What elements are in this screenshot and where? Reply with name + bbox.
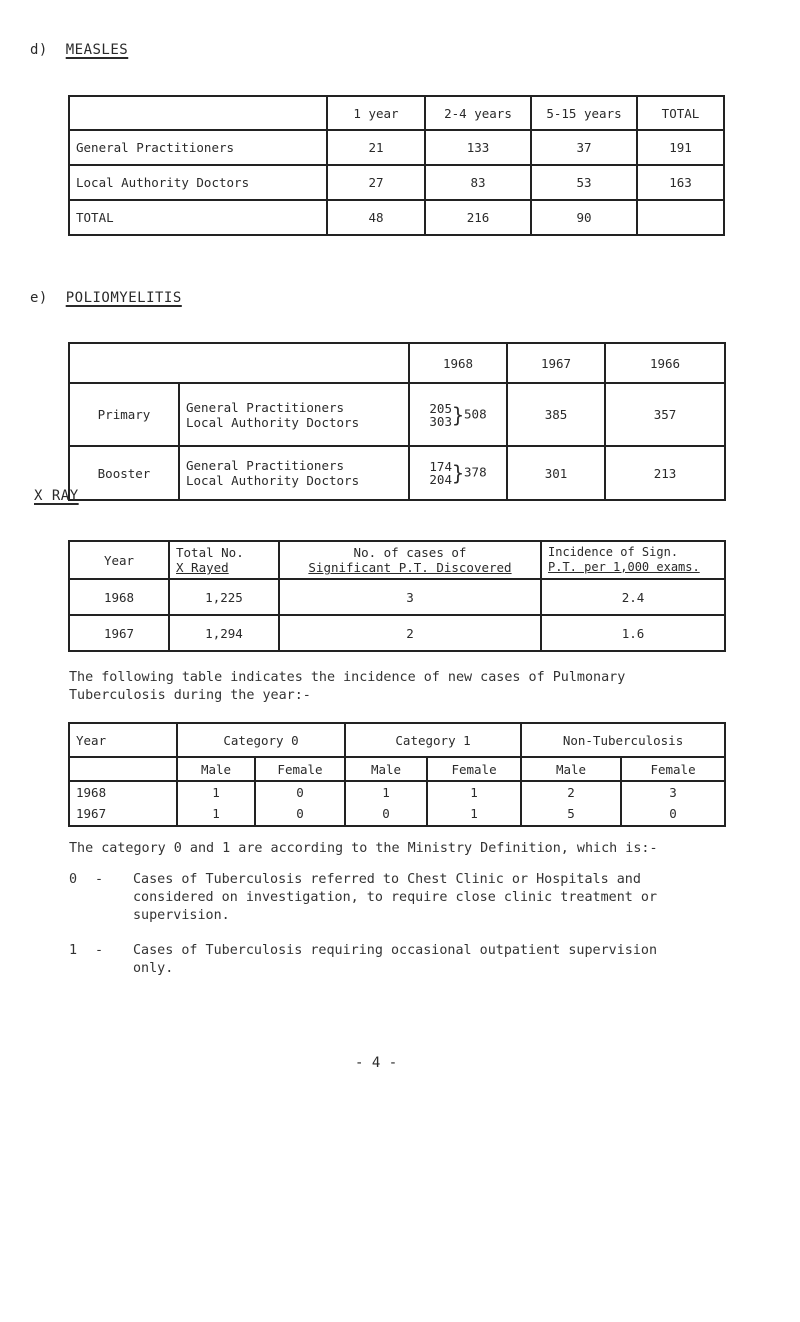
brace-value: 303 <box>429 413 452 429</box>
definition-1-line1: Cases of Tuberculosis requiring occasional outpatient supervision <box>133 943 658 958</box>
measles-table <box>68 95 725 236</box>
tb-col-non-tb: Non-Tuberculosis <box>521 723 725 757</box>
xray-col-cases-line1: No. of cases of <box>353 545 467 560</box>
table-row <box>69 130 724 165</box>
row-label: Primary <box>69 383 179 446</box>
measles-heading-prefix: d) <box>30 42 48 58</box>
row-label: Booster <box>69 446 179 500</box>
xray-col-inc-line1: Incidence of Sign. <box>548 545 679 559</box>
definition-0-dash: - <box>95 872 104 887</box>
tb-sub-male: Male <box>177 757 255 781</box>
cell: 48 <box>327 200 425 235</box>
brace-total: 378 <box>464 464 487 480</box>
xray-col-total-line1: Total No. <box>176 545 244 560</box>
brace-cell <box>409 383 507 446</box>
xray-heading <box>34 488 79 504</box>
xray-header-row <box>69 541 725 579</box>
definition-1-line2: only. <box>133 961 174 976</box>
cell <box>637 200 724 235</box>
cell: 1967 <box>69 802 177 826</box>
cell: 1,294 <box>169 615 279 651</box>
cell: 0 <box>255 802 345 826</box>
brace-value: 205 <box>429 400 452 416</box>
definition-0-line1: Cases of Tuberculosis referred to Chest Clinic or Hospitals and <box>133 872 641 887</box>
cell: 0 <box>255 781 345 802</box>
measles-col-5-15: 5-15 years <box>531 96 637 130</box>
polio-col-1968: 1968 <box>409 343 507 383</box>
cell: 5 <box>521 802 621 826</box>
measles-col-1yr: 1 year <box>327 96 425 130</box>
cell: 1 <box>177 781 255 802</box>
tb-table <box>68 722 726 827</box>
xray-col-cases-line2: Significant P.T. Discovered <box>308 560 512 575</box>
xray-col-inc-line2: P.T. per 1,000 exams. <box>548 560 700 574</box>
measles-col-total: TOTAL <box>637 96 724 130</box>
row-label: Local Authority Doctors <box>69 165 327 200</box>
cell: 1 <box>177 802 255 826</box>
brace-value: 204 <box>429 472 452 487</box>
table-row <box>69 200 724 235</box>
provider-la: Local Authority Doctors <box>186 414 360 430</box>
tb-sub-male: Male <box>521 757 621 781</box>
cell: 1968 <box>69 579 169 615</box>
cell: 37 <box>531 130 637 165</box>
table-row <box>69 781 725 802</box>
tb-sub-female: Female <box>255 757 345 781</box>
provider-cell <box>179 446 409 500</box>
xray-col-incidence <box>541 541 725 579</box>
table-row <box>69 615 725 651</box>
cell: 1 <box>427 802 521 826</box>
polio-heading-text: POLIOMYELITIS <box>65 290 182 306</box>
provider-gp: General Practitioners <box>186 458 345 473</box>
provider-cell <box>179 383 409 446</box>
table-row <box>69 165 724 200</box>
brace-icon: } <box>451 402 465 427</box>
provider-la: Local Authority Doctors <box>186 473 360 488</box>
cell: 0 <box>345 802 427 826</box>
definition-1-dash: - <box>95 943 104 958</box>
definition-0-line2: considered on investigation, to require close clinic treatment or <box>133 890 658 905</box>
measles-heading-text: MEASLES <box>65 42 129 58</box>
cell: 163 <box>637 165 724 200</box>
provider-gp: General Practitioners <box>186 399 345 415</box>
tb-col-category-1: Category 1 <box>345 723 521 757</box>
polio-col-1966: 1966 <box>605 343 725 383</box>
xray-col-cases <box>279 541 541 579</box>
table-row <box>69 579 725 615</box>
cell: 1967 <box>69 615 169 651</box>
row-label: TOTAL <box>69 200 327 235</box>
tb-group-row <box>69 723 725 757</box>
polio-heading-prefix: e) <box>30 290 48 306</box>
cell: 27 <box>327 165 425 200</box>
cell: 213 <box>605 446 725 500</box>
tb-intro <box>69 669 625 705</box>
row-label: General Practitioners <box>69 130 327 165</box>
cell: 301 <box>507 446 605 500</box>
brace-total: 508 <box>464 406 487 421</box>
cell: 1.6 <box>541 615 725 651</box>
polio-header-row <box>69 343 725 383</box>
xray-col-total <box>169 541 279 579</box>
tb-sub-male: Male <box>345 757 427 781</box>
polio-col-1967: 1967 <box>507 343 605 383</box>
cell: 53 <box>531 165 637 200</box>
cell: 1 <box>427 781 521 802</box>
tb-col-year: Year <box>69 723 177 757</box>
cell: 1 <box>345 781 427 802</box>
cell: 2 <box>279 615 541 651</box>
measles-col-2-4: 2-4 years <box>425 96 531 130</box>
brace-icon: } <box>451 461 465 485</box>
definition-0-label: 0 <box>69 872 78 887</box>
cell: 191 <box>637 130 724 165</box>
definition-1-label: 1 <box>69 943 78 958</box>
cell: 3 <box>279 579 541 615</box>
tb-intro-line2: Tuberculosis during the year:- <box>69 688 311 703</box>
definition-0-line3: supervision. <box>133 908 230 923</box>
polio-table <box>68 342 726 501</box>
cell: 2 <box>521 781 621 802</box>
xray-col-year: Year <box>69 541 169 579</box>
cell: 1,225 <box>169 579 279 615</box>
polio-col-empty <box>69 343 409 383</box>
cell: 133 <box>425 130 531 165</box>
brace-values <box>429 402 452 428</box>
cell: 83 <box>425 165 531 200</box>
xray-col-total-line2: X Rayed <box>176 560 229 575</box>
measles-heading <box>30 42 128 58</box>
tb-col-category-0: Category 0 <box>177 723 345 757</box>
cell: 2.4 <box>541 579 725 615</box>
tb-intro-line1: The following table indicates the incidence of new cases of Pulmonary <box>69 670 626 685</box>
table-row <box>69 446 725 500</box>
cell: 1968 <box>69 781 177 802</box>
tb-sub-empty <box>69 757 177 781</box>
definition-0-text <box>133 871 657 925</box>
definition-1-text <box>133 942 657 978</box>
cell: 90 <box>531 200 637 235</box>
page-number: - 4 - <box>355 1055 398 1071</box>
polio-heading <box>30 290 182 306</box>
cell: 0 <box>621 802 725 826</box>
measles-header-row <box>69 96 724 130</box>
brace-values <box>429 460 452 486</box>
tb-sub-female: Female <box>621 757 725 781</box>
xray-heading-text: X RAY <box>34 488 79 504</box>
cell: 357 <box>605 383 725 446</box>
definition-intro: The category 0 and 1 are according to the Ministry Definition, which is:- <box>69 841 658 856</box>
xray-table <box>68 540 726 652</box>
cell: 21 <box>327 130 425 165</box>
brace-value: 174 <box>429 459 452 474</box>
tb-sub-row <box>69 757 725 781</box>
cell: 3 <box>621 781 725 802</box>
cell: 385 <box>507 383 605 446</box>
brace-cell <box>409 446 507 500</box>
measles-col-empty <box>69 96 327 130</box>
tb-sub-female: Female <box>427 757 521 781</box>
cell: 216 <box>425 200 531 235</box>
table-row <box>69 383 725 446</box>
table-row <box>69 802 725 826</box>
